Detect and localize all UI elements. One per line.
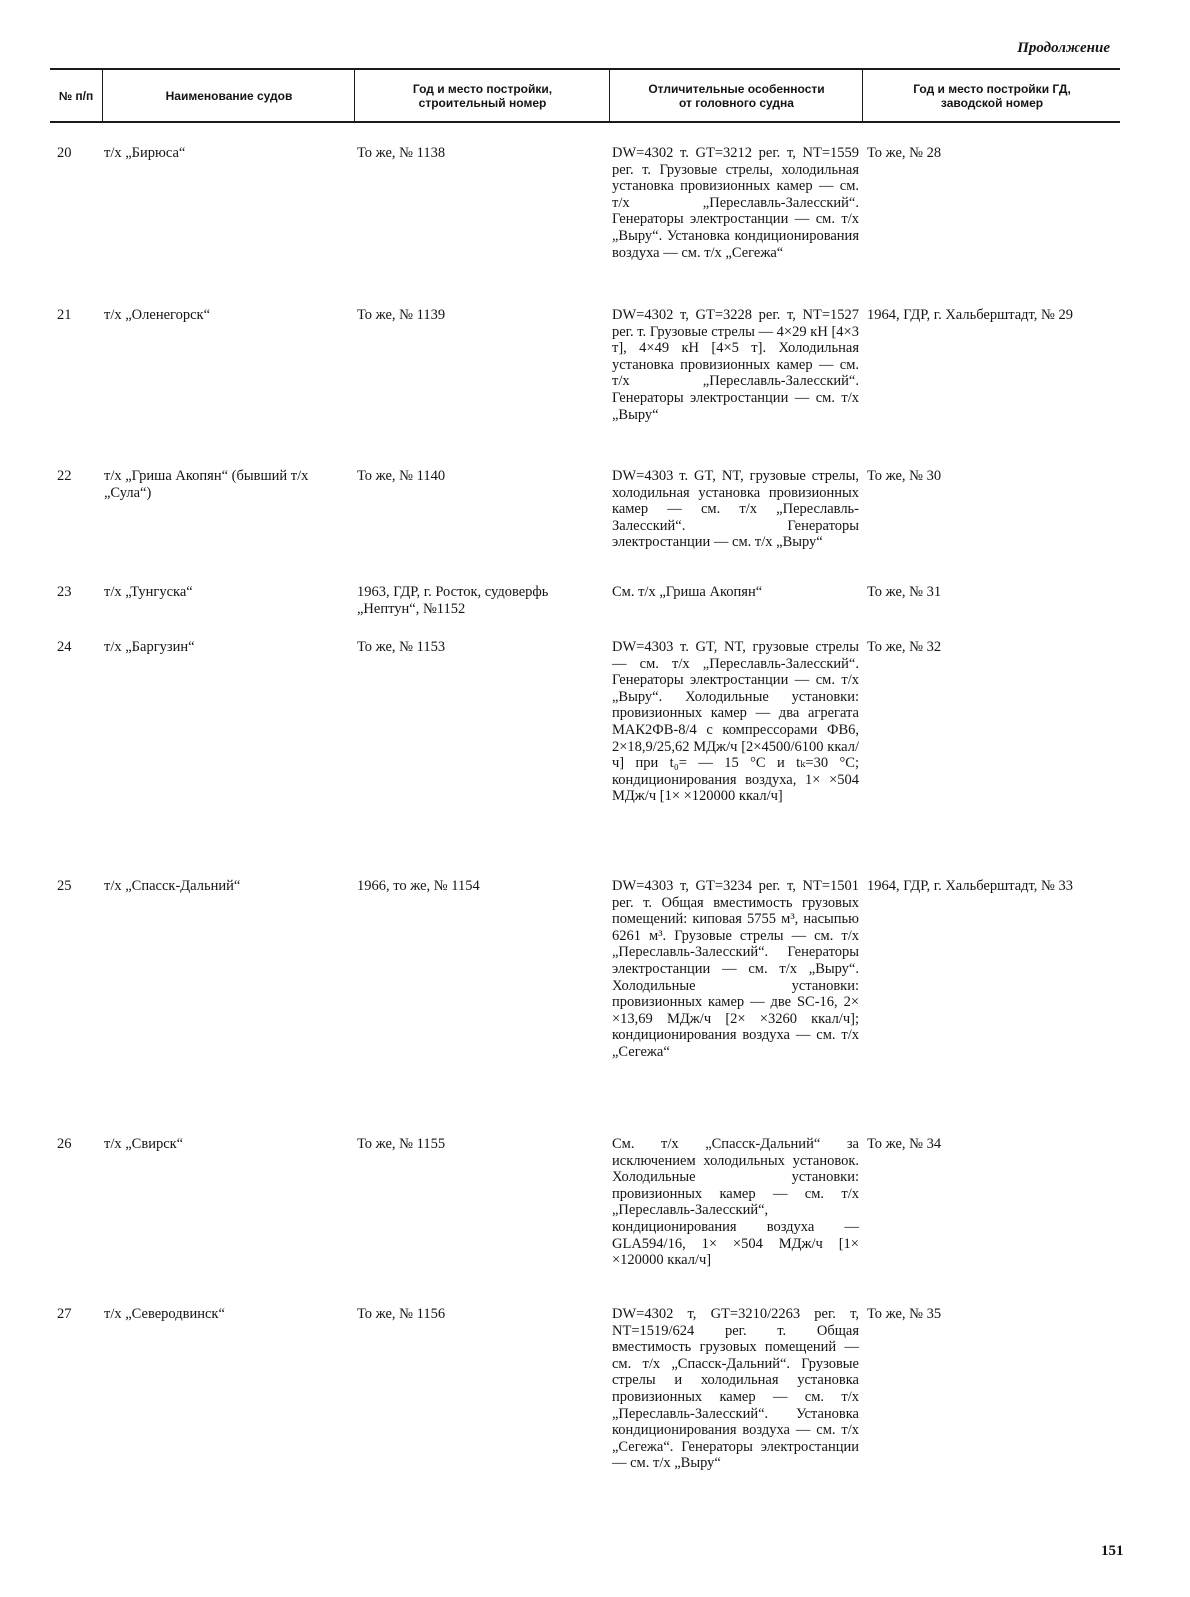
- ship-name: т/х „Баргузин“: [104, 639, 195, 655]
- engine-info: То же, № 35: [867, 1306, 942, 1322]
- features: См. т/х „Спасск-Дальний“ за исключением холодильных установок. Холодильные установки: провизионных камер — см. т/х „Переславль-Залесский“, кондиционирования воздуха — GLA594/16, 1× ×504 МДж/ч [1× ×120000 ккал/ч]: [612, 1136, 859, 1269]
- header-engine: Год и место постройки ГД, заводской номер: [913, 81, 1071, 110]
- build-info: То же, № 1139: [357, 307, 446, 323]
- features: См. т/х „Гриша Акопян“: [612, 584, 763, 600]
- header-features: Отличительные особенности от головного судна: [648, 81, 825, 110]
- ship-name: т/х „Свирск“: [104, 1136, 184, 1152]
- engine-info: То же, № 28: [867, 145, 942, 161]
- header-num: № п/п: [58, 88, 94, 103]
- features: DW=4302 т. GT=3212 рег. т, NT=1559 рег. т. Грузовые стрелы, холодильная установка провизионных камер — см. т/х „Переславль-Залесский“. Генераторы электростанции — см. т/х „Выру“. Установка кондиционирования воздуха — см. т/х „Сегежа“: [612, 145, 859, 261]
- row-num: 22: [57, 468, 72, 484]
- build-info: 1963, ГДР, г. Росток, судоверфь „Нептун“, №1152: [357, 584, 549, 617]
- engine-info: 1964, ГДР, г. Хальберштадт, № 29: [867, 307, 1074, 323]
- column-divider: [102, 70, 103, 121]
- header-name: Наименование судов: [165, 88, 293, 103]
- page-number: 151: [1101, 1543, 1124, 1559]
- engine-info: То же, № 34: [867, 1136, 942, 1152]
- engine-info: 1964, ГДР, г. Хальберштадт, № 33: [867, 878, 1074, 894]
- engine-info: То же, № 31: [867, 584, 942, 600]
- features: DW=4302 т, GT=3210/2263 рег. т, NT=1519/624 рег. т. Общая вместимость грузовых помещений — см. т/х „Спасск-Дальний“. Грузовые стрелы и холодильная установка провизионных камер — см. т/х „Переславль-Залесский“. Установка кондиционирования воздуха — см. т/х „Сегежа“. Генераторы электростанции — см. т/х „Выру“: [612, 1306, 859, 1472]
- header-year-place: Год и место постройки, строительный номер: [412, 81, 553, 110]
- ship-name: т/х „Оленегорск“: [104, 307, 211, 323]
- row-num: 25: [57, 878, 72, 894]
- column-divider: [609, 70, 610, 121]
- row-num: 24: [57, 639, 72, 655]
- row-num: 23: [57, 584, 72, 600]
- build-info: 1966, то же, № 1154: [357, 878, 480, 894]
- ship-name: т/х „Тунгуска“: [104, 584, 193, 600]
- column-divider: [862, 70, 863, 121]
- row-num: 26: [57, 1136, 72, 1152]
- features: DW=4302 т, GT=3228 рег. т, NT=1527 рег. т. Грузовые стрелы — 4×29 кН [4×3 т], 4×49 кН [4×5 т]. Холодильная установка провизионных камер — см. т/х „Переславль-Залесский“. Генераторы электростанции — см. т/х „Выру“: [612, 307, 859, 423]
- build-info: То же, № 1155: [357, 1136, 446, 1152]
- row-num: 20: [57, 145, 72, 161]
- build-info: То же, № 1138: [357, 145, 446, 161]
- build-info: То же, № 1140: [357, 468, 446, 484]
- column-divider: [354, 70, 355, 121]
- table-header-rule: [50, 121, 1120, 123]
- engine-info: То же, № 30: [867, 468, 942, 484]
- features: DW=4303 т, GT=3234 рег. т, NT=1501 рег. т. Общая вместимость грузовых помещений: киповая 5755 м³, насыпью 6261 м³. Грузовые стрелы — см. т/х „Переславль-Залесский“. Генераторы электростанции — см. т/х „Выру“. Холодильные установки: провизионных камер — две SC-16, 2× ×13,69 МДж/ч [2× ×3260 ккал/ч]; кондиционирования воздуха — см. т/х „Сегежа“: [612, 878, 859, 1060]
- engine-info: То же, № 32: [867, 639, 942, 655]
- features: DW=4303 т. GT, NT, грузовые стрелы — см. т/х „Переславль-Залесский“. Генераторы электростанции — см. т/х „Выру“. Холодильные установки: провизионных камер — два агрегата МАК2ФВ-8/4 с компрессорами ФВ6, 2×18,9/25,62 МДж/ч [2×4500/6100 ккал/ч] при t₀= — 15 °C и tₖ=30 °C; кондиционирования воздуха, 1× ×504 МДж/ч [1× ×120000 ккал/ч]: [612, 639, 859, 805]
- ship-name: т/х „Гриша Акопян“ (бывший т/х „Сула“): [104, 468, 309, 501]
- ship-name: т/х „Бирюса“: [104, 145, 186, 161]
- build-info: То же, № 1153: [357, 639, 446, 655]
- build-info: То же, № 1156: [357, 1306, 446, 1322]
- continuation-label: Продолжение: [1017, 40, 1110, 56]
- row-num: 27: [57, 1306, 72, 1322]
- row-num: 21: [57, 307, 72, 323]
- ship-name: т/х „Спасск-Дальний“: [104, 878, 241, 894]
- features: DW=4303 т. GT, NT, грузовые стрелы, холодильная установка провизионных камер — см. т/х „Переславль-Залесский“. Генераторы электростанции — см. т/х „Выру“: [612, 468, 859, 551]
- ship-name: т/х „Северодвинск“: [104, 1306, 225, 1322]
